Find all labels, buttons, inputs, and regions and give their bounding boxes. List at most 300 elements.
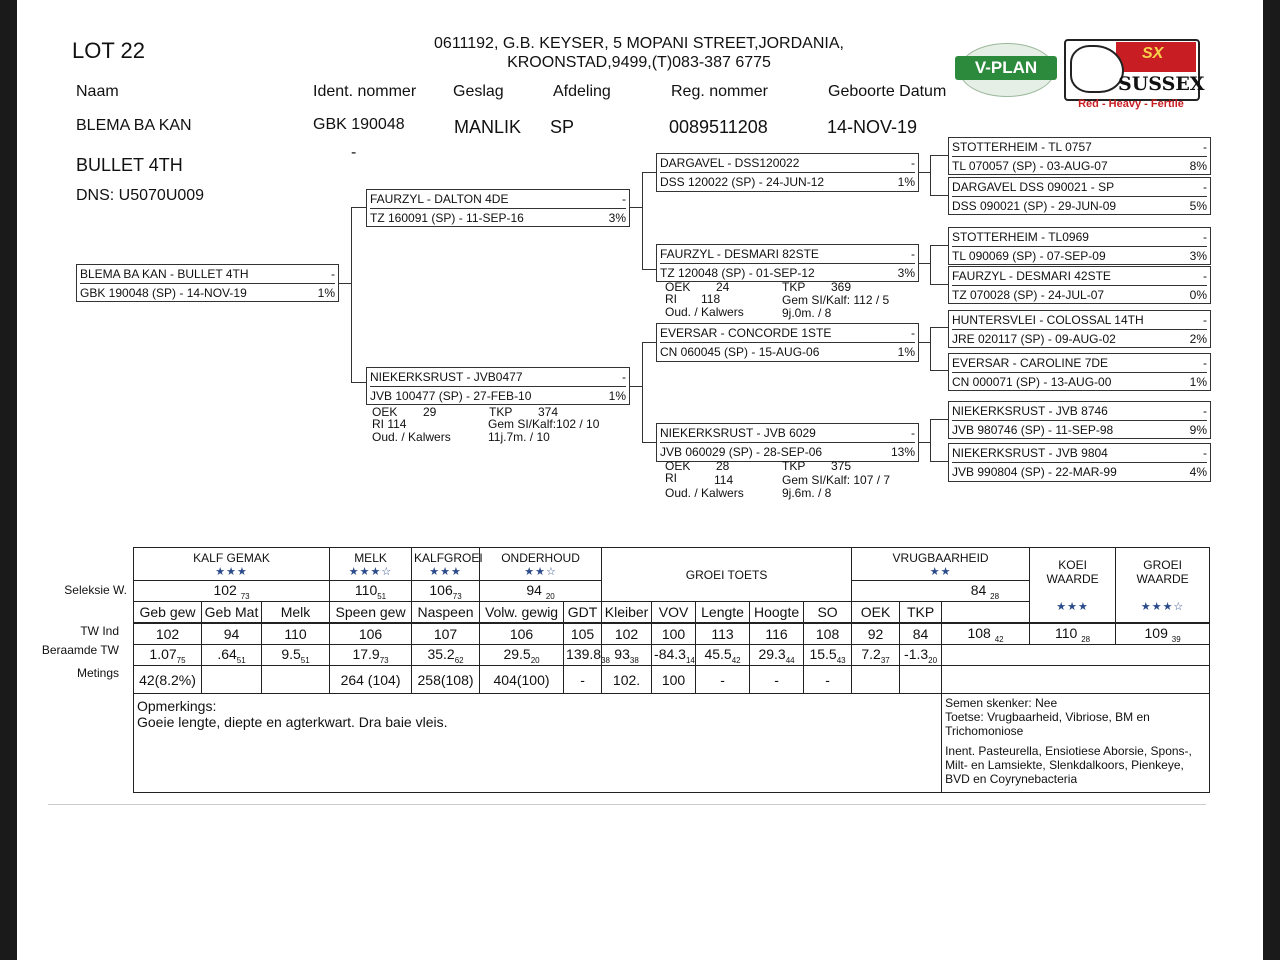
ped-name: FAURZYL - DESMARI 82STE bbox=[660, 247, 819, 261]
ped-line bbox=[629, 386, 642, 387]
stat-value: 118 bbox=[701, 292, 721, 306]
ber-acc: 51 bbox=[236, 655, 246, 665]
ped-pct: 8% bbox=[1189, 159, 1207, 173]
beraamde-value bbox=[804, 645, 852, 666]
ped-name: NIEKERKSRUST - JVB 9804 bbox=[952, 446, 1108, 460]
sel-melk bbox=[330, 581, 412, 602]
ped-line bbox=[930, 327, 948, 328]
ped-reg: TZ 120048 (SP) - 01-SEP-12 bbox=[660, 266, 815, 280]
stat-value: 9j.0m. / 8 bbox=[782, 306, 832, 320]
stars-icon: ★★★☆ bbox=[348, 565, 393, 578]
beraamde-value bbox=[564, 645, 610, 666]
pedigree-sire-dam bbox=[656, 244, 919, 282]
ped-line bbox=[930, 461, 948, 462]
animal-ident-dash: - bbox=[351, 144, 357, 161]
row-label-metings: Metings bbox=[76, 666, 119, 680]
column-header: Geb Mat bbox=[202, 602, 262, 624]
ped-flag: - bbox=[1203, 230, 1207, 244]
stat-value: Gem SI/Kalf: 112 / 5 bbox=[782, 293, 890, 307]
ped-reg: CN 000071 (SP) - 13-AUG-00 bbox=[952, 375, 1112, 389]
owner-line-1: 0611192, G.B. KEYSER, 5 MOPANI STREET,JORDANIA, bbox=[434, 35, 844, 52]
ped-line bbox=[642, 342, 643, 442]
metings-value bbox=[900, 666, 942, 694]
tw-value: 113 bbox=[696, 623, 750, 645]
label-geboorte: Geboorte Datum bbox=[828, 83, 947, 100]
column-header: Lengte bbox=[696, 602, 750, 624]
stat-label: Oud. / Kalwers bbox=[372, 430, 451, 444]
metings-value bbox=[202, 666, 262, 694]
group-label: ONDERHOUD bbox=[501, 550, 580, 565]
stat-label: Oud. / Kalwers bbox=[665, 305, 744, 319]
sel-value: 94 bbox=[526, 581, 542, 598]
ped-line bbox=[642, 342, 656, 343]
tw-value: 108 bbox=[804, 623, 852, 645]
stat-value: 9j.6m. / 8 bbox=[782, 486, 832, 500]
beraamde-value bbox=[330, 645, 412, 666]
metings-value: 258(108) bbox=[412, 666, 480, 694]
ber-value: -84.3 bbox=[654, 645, 686, 662]
ped-name: DARGAVEL DSS 090021 - SP bbox=[952, 180, 1115, 194]
ped-flag: - bbox=[1203, 269, 1207, 283]
beraamde-row bbox=[134, 645, 1210, 666]
tw-value: 116 bbox=[750, 623, 804, 645]
ber-acc: 44 bbox=[785, 655, 795, 665]
pedigree-gen3-6 bbox=[948, 353, 1211, 391]
stat-value: Gem SI/Kalf:102 / 10 bbox=[488, 417, 600, 431]
waarde-value: 108 bbox=[967, 624, 991, 641]
beraamde-blank bbox=[942, 645, 1210, 666]
ped-line bbox=[918, 172, 930, 173]
ped-reg: JVB 990804 (SP) - 22-MAR-99 bbox=[952, 465, 1117, 479]
ped-line bbox=[351, 382, 366, 383]
lot-number: LOT 22 bbox=[72, 38, 145, 63]
beraamde-value bbox=[480, 645, 564, 666]
ber-value: 29.5 bbox=[503, 645, 531, 662]
ped-name: FAURZYL - DESMARI 42STE bbox=[952, 269, 1111, 283]
column-header: Hoogte bbox=[750, 602, 804, 624]
sel-value: 106 bbox=[429, 581, 453, 598]
pedigree-gen3-8 bbox=[948, 443, 1211, 482]
stat-label: TKP bbox=[782, 459, 806, 473]
sel-value: 102 bbox=[213, 581, 237, 598]
ped-pct: 1% bbox=[897, 175, 915, 189]
group-label: KALFGROEI bbox=[414, 550, 483, 565]
ped-reg: JVB 980746 (SP) - 11-SEP-98 bbox=[952, 423, 1114, 437]
tw-value: 107 bbox=[412, 623, 480, 645]
beraamde-value bbox=[900, 645, 942, 666]
stats-sire-dam bbox=[665, 281, 915, 321]
column-header: Speen gew bbox=[330, 602, 412, 624]
label-geslag: Geslag bbox=[453, 83, 504, 100]
tw-value: 110 bbox=[262, 623, 330, 645]
sel-value: 110 bbox=[354, 581, 378, 598]
pedigree-gen3-5 bbox=[948, 310, 1211, 348]
metings-blank bbox=[942, 666, 1210, 694]
ped-name: STOTTERHEIM - TL 0757 bbox=[952, 140, 1092, 154]
sel-acc: 51 bbox=[377, 591, 387, 601]
beraamde-value bbox=[412, 645, 480, 666]
stat-value: 24 bbox=[716, 280, 730, 294]
column-header: SO bbox=[804, 602, 852, 624]
metings-value: 100 bbox=[652, 666, 696, 694]
beraamde-value bbox=[852, 645, 900, 666]
stars-icon: ★★★ bbox=[1056, 600, 1089, 613]
stars-icon: ★★☆ bbox=[524, 565, 557, 578]
ped-flag: - bbox=[622, 192, 626, 206]
ped-flag: - bbox=[1203, 446, 1207, 460]
pedigree-dam-sire bbox=[656, 323, 919, 362]
ped-pct: 3% bbox=[897, 266, 915, 280]
ber-acc: 42 bbox=[731, 655, 741, 665]
tw-value: 105 bbox=[564, 623, 602, 645]
column-header: TKP bbox=[900, 602, 942, 624]
ber-acc: 62 bbox=[454, 655, 464, 665]
waarde-acc: 28 bbox=[1081, 634, 1091, 644]
ped-line bbox=[642, 172, 643, 269]
ped-line bbox=[351, 207, 366, 208]
tw-value: 92 bbox=[852, 623, 900, 645]
beraamde-value bbox=[696, 645, 750, 666]
column-header: Melk bbox=[262, 602, 330, 624]
ped-line bbox=[642, 442, 656, 443]
ber-acc: 14 bbox=[685, 655, 695, 665]
group-kalfgroei bbox=[412, 548, 483, 581]
tw-value: 106 bbox=[330, 623, 412, 645]
sel-acc: 73 bbox=[452, 591, 462, 601]
ped-line bbox=[930, 245, 948, 246]
animal-name-2: BULLET 4TH bbox=[76, 155, 183, 175]
ber-acc: 73 bbox=[379, 655, 389, 665]
column-header: Kleiber bbox=[602, 602, 652, 624]
stat-label: Oud. / Kalwers bbox=[665, 486, 744, 500]
ped-flag: - bbox=[911, 247, 915, 261]
tw-value: 100 bbox=[652, 623, 696, 645]
ped-name: HUNTERSVLEI - COLOSSAL 14TH bbox=[952, 313, 1144, 327]
ber-acc: 75 bbox=[176, 655, 186, 665]
ped-line bbox=[918, 263, 930, 264]
group-label: GROEI TOETS bbox=[685, 567, 768, 582]
stats-dam-dam bbox=[665, 460, 915, 500]
ber-value: 9.5 bbox=[281, 645, 301, 662]
ped-flag: - bbox=[911, 156, 915, 170]
sel-acc: 73 bbox=[240, 591, 250, 601]
tw-value: 102 bbox=[134, 623, 202, 645]
metings-value: - bbox=[696, 666, 750, 694]
animal-ident: GBK 190048 bbox=[313, 116, 405, 133]
ped-line bbox=[338, 283, 351, 284]
sel-onderhoud bbox=[480, 581, 602, 602]
ped-flag: - bbox=[1203, 313, 1207, 327]
metings-value: 42(8.2%) bbox=[134, 666, 202, 694]
pedigree-gen3-3 bbox=[948, 227, 1211, 265]
ped-pct: 1% bbox=[897, 345, 915, 359]
stat-value: 28 bbox=[716, 459, 730, 473]
ped-flag: - bbox=[911, 326, 915, 340]
sussex-logo-text: SUSSEX bbox=[1118, 73, 1205, 95]
metings-value bbox=[262, 666, 330, 694]
sussex-badge: SX bbox=[1142, 45, 1164, 62]
ped-line bbox=[918, 342, 930, 343]
pedigree-dam bbox=[366, 367, 630, 405]
ped-pct: 1% bbox=[608, 389, 626, 403]
ber-value: 1.07 bbox=[149, 645, 177, 662]
sel-value: 84 bbox=[970, 581, 987, 598]
ber-value: 15.5 bbox=[809, 645, 837, 662]
ped-line bbox=[918, 442, 930, 443]
ped-flag: - bbox=[331, 267, 335, 281]
stat-label: OEK bbox=[372, 405, 398, 419]
metings-value bbox=[852, 666, 900, 694]
label-afdeling: Afdeling bbox=[553, 83, 611, 100]
metings-value: - bbox=[750, 666, 804, 694]
owner-line-2: KROONSTAD,9499,(T)083-387 6775 bbox=[507, 54, 771, 71]
ped-pct: 1% bbox=[317, 286, 335, 300]
row-label-seleksie: Seleksie W. bbox=[64, 583, 127, 597]
metings-value: 264 (104) bbox=[330, 666, 412, 694]
ped-pct: 3% bbox=[1189, 249, 1207, 263]
ped-pct: 0% bbox=[1189, 288, 1207, 302]
stars-icon: ★★★☆ bbox=[1140, 600, 1185, 613]
ped-line bbox=[642, 172, 656, 173]
ped-line bbox=[642, 269, 656, 270]
animal-afdeling: SP bbox=[550, 117, 575, 137]
ped-name: FAURZYL - DALTON 4DE bbox=[370, 192, 509, 206]
ped-pct: 5% bbox=[1189, 199, 1207, 213]
ber-acc: 43 bbox=[836, 655, 846, 665]
stars-icon: ★★ bbox=[929, 565, 952, 578]
ped-reg: JRE 020117 (SP) - 09-AUG-02 bbox=[952, 332, 1116, 346]
sel-vrug bbox=[852, 581, 1030, 602]
ber-acc: 38 bbox=[629, 655, 639, 665]
label-naam: Naam bbox=[76, 83, 119, 100]
sel-acc: 28 bbox=[990, 591, 1000, 601]
tw-waarde-value bbox=[1116, 623, 1210, 645]
ber-value: .64 bbox=[217, 645, 237, 662]
ped-name: NIEKERKSRUST - JVB 8746 bbox=[952, 404, 1108, 418]
toetse-note: Toetse: Vrugbaarheid, Vibriose, BM en Trichomoniose bbox=[945, 710, 1150, 738]
ped-flag: - bbox=[1203, 180, 1207, 194]
notes-cell bbox=[942, 694, 1210, 793]
ped-line bbox=[629, 207, 642, 208]
tw-value: 102 bbox=[602, 623, 652, 645]
ped-line bbox=[930, 155, 931, 195]
group-label: GROEI WAARDE bbox=[1136, 557, 1189, 586]
ped-reg: JVB 100477 (SP) - 27-FEB-10 bbox=[370, 389, 532, 403]
vplan-logo bbox=[955, 41, 1059, 97]
ped-flag: - bbox=[1203, 140, 1207, 154]
ped-pct: 13% bbox=[890, 445, 915, 459]
ber-value: 45.5 bbox=[704, 645, 732, 662]
stat-value: 375 bbox=[831, 459, 852, 473]
ped-line bbox=[930, 370, 948, 371]
tw-row bbox=[134, 623, 1210, 645]
ber-value: 7.2 bbox=[861, 645, 881, 662]
ped-flag: - bbox=[1203, 404, 1207, 418]
group-melk bbox=[330, 548, 412, 581]
waarde-acc: 39 bbox=[1171, 634, 1181, 644]
beraamde-value bbox=[202, 645, 262, 666]
column-header: Geb gew bbox=[134, 602, 202, 624]
beraamde-value bbox=[134, 645, 202, 666]
animal-dns: DNS: U5070U009 bbox=[76, 187, 205, 204]
ped-reg: TZ 070028 (SP) - 24-JUL-07 bbox=[952, 288, 1105, 302]
ped-pct: 1% bbox=[1189, 375, 1207, 389]
ped-name: BLEMA BA KAN - BULLET 4TH bbox=[80, 267, 249, 281]
sel-kalf bbox=[134, 581, 330, 602]
pedigree-gen3-1 bbox=[948, 137, 1211, 175]
pedigree-sire bbox=[366, 189, 630, 227]
stat-value: 114 bbox=[714, 473, 734, 487]
ber-acc: 20 bbox=[928, 655, 938, 665]
stat-label: TKP bbox=[489, 405, 513, 419]
label-reg: Reg. nommer bbox=[671, 83, 768, 100]
group-label: KALF GEMAK bbox=[193, 550, 270, 565]
footer-divider bbox=[48, 804, 1206, 805]
group-vrugbaarheid bbox=[852, 548, 1030, 581]
animal-geboorte: 14-NOV-19 bbox=[827, 117, 918, 137]
ped-flag: - bbox=[911, 426, 915, 440]
ped-line bbox=[351, 207, 352, 382]
pedigree-gen3-2 bbox=[948, 177, 1211, 215]
group-label: MELK bbox=[354, 550, 387, 565]
ped-pct: 9% bbox=[1189, 423, 1207, 437]
ped-line bbox=[930, 155, 948, 156]
metings-value: 102. bbox=[602, 666, 652, 694]
group-groei-toets bbox=[602, 548, 852, 602]
ped-reg: DSS 090021 (SP) - 29-JUN-09 bbox=[952, 199, 1117, 213]
stars-icon: ★★★ bbox=[429, 565, 462, 578]
ber-acc: 37 bbox=[880, 655, 890, 665]
opmerkings-cell bbox=[134, 694, 942, 793]
ber-value: 17.9 bbox=[352, 645, 380, 662]
pedigree-gen3-7 bbox=[948, 401, 1211, 439]
metings-value: 404(100) bbox=[480, 666, 564, 694]
beraamde-value bbox=[262, 645, 330, 666]
ped-reg: TL 070057 (SP) - 03-AUG-07 bbox=[952, 159, 1108, 173]
ped-pct: 2% bbox=[1189, 332, 1207, 346]
opmerkings-text: Goeie lengte, diepte en agterkwart. Dra baie vleis. bbox=[137, 714, 448, 730]
ped-line bbox=[930, 419, 931, 461]
ped-reg: DSS 120022 (SP) - 24-JUN-12 bbox=[660, 175, 825, 189]
stat-value: 29 bbox=[423, 405, 437, 419]
ber-value: 29.3 bbox=[758, 645, 786, 662]
vplan-logo-text: V-PLAN bbox=[955, 56, 1057, 80]
ped-pct: 4% bbox=[1189, 465, 1207, 479]
ped-line bbox=[930, 284, 948, 285]
ped-flag: - bbox=[622, 370, 626, 384]
group-label: VRUGBAARHEID bbox=[892, 550, 989, 565]
metings-value: - bbox=[804, 666, 852, 694]
stat-value: 374 bbox=[538, 405, 559, 419]
group-koei-waarde bbox=[1030, 548, 1116, 624]
ber-value: -1.3 bbox=[904, 645, 929, 662]
ber-value: 35.2 bbox=[427, 645, 455, 662]
performance-table bbox=[133, 547, 1210, 793]
stat-label: RI bbox=[665, 471, 677, 485]
beraamde-value bbox=[652, 645, 696, 666]
stats-dam bbox=[372, 406, 622, 446]
animal-geslag: MANLIK bbox=[454, 117, 522, 137]
sussex-logo bbox=[1064, 39, 1205, 113]
ber-acc: 38 bbox=[601, 655, 610, 665]
column-header: OEK bbox=[852, 602, 900, 624]
animal-reg: 0089511208 bbox=[669, 117, 768, 137]
tw-waarde-value bbox=[942, 623, 1030, 645]
beraamde-value bbox=[750, 645, 804, 666]
row-label-beraamde: Beraamde TW bbox=[41, 643, 119, 657]
stat-label: OEK bbox=[665, 459, 691, 473]
sel-kalfgroei bbox=[412, 581, 480, 602]
stat-label: TKP bbox=[782, 280, 806, 294]
bull-head-icon bbox=[1070, 45, 1124, 93]
ped-line bbox=[930, 327, 931, 370]
pedigree-subject bbox=[76, 264, 339, 302]
tw-value: 94 bbox=[202, 623, 262, 645]
ped-reg: CN 060045 (SP) - 15-AUG-06 bbox=[660, 345, 820, 359]
group-onderhoud bbox=[480, 548, 602, 581]
semen-note: Semen skenker: Nee bbox=[945, 696, 1058, 710]
group-label: KOEI WAARDE bbox=[1046, 557, 1099, 586]
ped-reg: TZ 160091 (SP) - 11-SEP-16 bbox=[370, 211, 524, 225]
stat-value: 11j.7m. / 10 bbox=[488, 430, 550, 444]
ped-flag: - bbox=[1203, 356, 1207, 370]
ped-line bbox=[930, 195, 948, 196]
ped-reg: GBK 190048 (SP) - 14-NOV-19 bbox=[80, 286, 247, 300]
column-header: Naspeen bbox=[412, 602, 480, 624]
column-header: Volw. gewig bbox=[480, 602, 564, 624]
waarde-acc: 42 bbox=[994, 634, 1004, 644]
sussex-tagline: Red - Heavy - Fertile bbox=[1078, 98, 1184, 110]
ped-reg: JVB 060029 (SP) - 28-SEP-06 bbox=[660, 445, 823, 459]
inent-note: Inent. Pasteurella, Ensiotiese Aborsie, Spons-, Milt- en Lamsiekte, Slenkdalkoors, Pienkeye, BVD en Coyrynebacteria bbox=[945, 744, 1192, 786]
metings-value: - bbox=[564, 666, 602, 694]
ped-name: NIEKERKSRUST - JVB0477 bbox=[370, 370, 523, 384]
metings-row bbox=[134, 666, 1210, 694]
page bbox=[17, 0, 1263, 960]
ped-reg: TL 090069 (SP) - 07-SEP-09 bbox=[952, 249, 1106, 263]
column-header: GDT bbox=[564, 602, 602, 624]
group-groei-waarde bbox=[1116, 548, 1210, 624]
stars-icon: ★★★ bbox=[215, 565, 248, 578]
ped-name: NIEKERKSRUST - JVB 6029 bbox=[660, 426, 816, 440]
ped-name: DARGAVEL - DSS120022 bbox=[660, 156, 800, 170]
stat-label: RI 114 bbox=[372, 417, 407, 431]
ber-value: 139.8 bbox=[566, 645, 602, 662]
tw-value: 84 bbox=[900, 623, 942, 645]
animal-name: BLEMA BA KAN bbox=[76, 117, 192, 134]
stat-label: RI bbox=[665, 292, 677, 306]
tw-waarde-value bbox=[1030, 623, 1116, 645]
pedigree-dam-dam bbox=[656, 423, 919, 462]
opmerkings-label: Opmerkings: bbox=[137, 698, 217, 714]
stat-label: OEK bbox=[665, 280, 691, 294]
ped-line bbox=[930, 419, 948, 420]
ped-pct: 3% bbox=[608, 211, 626, 225]
pedigree-gen3-4 bbox=[948, 266, 1211, 304]
ped-name: STOTTERHEIM - TL0969 bbox=[952, 230, 1089, 244]
ped-name: EVERSAR - CONCORDE 1STE bbox=[660, 326, 832, 340]
column-header: VOV bbox=[652, 602, 696, 624]
waarde-value: 109 bbox=[1144, 624, 1168, 641]
row-label-tw: TW Ind bbox=[80, 624, 119, 638]
group-kalf-gemak bbox=[134, 548, 330, 581]
tw-value: 106 bbox=[480, 623, 564, 645]
pedigree-sire-sire bbox=[656, 153, 919, 192]
ber-acc: 20 bbox=[530, 655, 540, 665]
ped-line bbox=[930, 245, 931, 284]
waarde-value: 110 bbox=[1055, 624, 1078, 641]
sel-acc: 20 bbox=[545, 591, 555, 601]
